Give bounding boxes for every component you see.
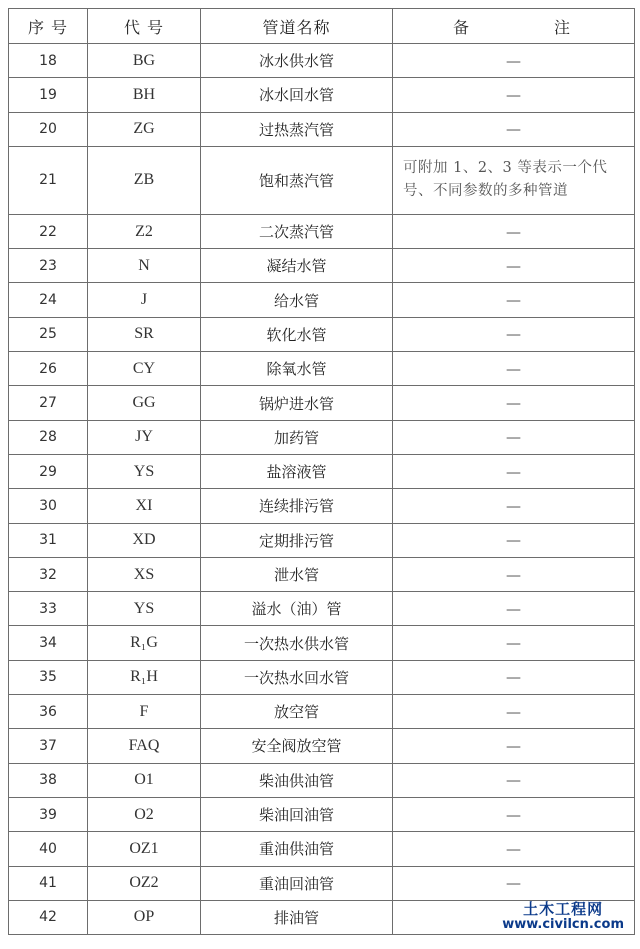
table-row xyxy=(9,763,635,797)
row-number: 20 xyxy=(9,112,88,146)
site-watermark xyxy=(502,901,624,933)
row-pipe-name: 除氧水管 xyxy=(201,352,393,386)
row-number: 36 xyxy=(9,695,88,729)
table-row xyxy=(9,557,635,591)
row-note: — xyxy=(393,249,635,283)
row-note: — xyxy=(393,763,635,797)
row-pipe-name: 安全阀放空管 xyxy=(201,729,393,763)
row-number: 27 xyxy=(9,386,88,420)
row-pipe-name: 加药管 xyxy=(201,420,393,454)
row-pipe-name: 一次热水供水管 xyxy=(201,626,393,660)
row-pipe-name: 盐溶液管 xyxy=(201,454,393,488)
watermark-url: www.civilcn.com xyxy=(502,917,624,933)
row-code: ZB xyxy=(88,146,201,214)
header-row xyxy=(9,9,635,44)
table-row xyxy=(9,626,635,660)
row-code: R₁H xyxy=(88,660,201,694)
row-number: 32 xyxy=(9,557,88,591)
table-row xyxy=(9,44,635,78)
row-number: 41 xyxy=(9,866,88,900)
row-number: 35 xyxy=(9,660,88,694)
row-code: SR xyxy=(88,317,201,351)
row-pipe-name: 凝结水管 xyxy=(201,249,393,283)
row-pipe-name: 重油供油管 xyxy=(201,832,393,866)
row-pipe-name: 过热蒸汽管 xyxy=(201,112,393,146)
header-code: 代 号 xyxy=(88,9,201,44)
row-number: 28 xyxy=(9,420,88,454)
table-row xyxy=(9,420,635,454)
row-number: 30 xyxy=(9,489,88,523)
document-page xyxy=(8,8,634,938)
watermark-title: 土木工程网 xyxy=(523,900,604,918)
header-no: 序 号 xyxy=(9,9,88,44)
table-row xyxy=(9,454,635,488)
table-row xyxy=(9,866,635,900)
row-code: YS xyxy=(88,454,201,488)
row-note: — xyxy=(393,626,635,660)
row-pipe-name: 柴油供油管 xyxy=(201,763,393,797)
row-note: — xyxy=(393,317,635,351)
row-note: — xyxy=(393,557,635,591)
row-code: XI xyxy=(88,489,201,523)
table-row xyxy=(9,832,635,866)
row-pipe-name: 二次蒸汽管 xyxy=(201,214,393,248)
table-row xyxy=(9,214,635,248)
row-pipe-name: 给水管 xyxy=(201,283,393,317)
table-row xyxy=(9,523,635,557)
table-row xyxy=(9,112,635,146)
row-note: — xyxy=(393,78,635,112)
pipe-code-table xyxy=(8,8,635,935)
row-pipe-name: 定期排污管 xyxy=(201,523,393,557)
row-note: — xyxy=(393,489,635,523)
row-note: — xyxy=(393,420,635,454)
row-note: — xyxy=(393,214,635,248)
row-number: 29 xyxy=(9,454,88,488)
row-pipe-name: 一次热水回水管 xyxy=(201,660,393,694)
row-code: BH xyxy=(88,78,201,112)
row-code: OZ1 xyxy=(88,832,201,866)
row-note: — xyxy=(393,523,635,557)
row-code: FAQ xyxy=(88,729,201,763)
row-number: 37 xyxy=(9,729,88,763)
row-pipe-name: 溢水（油）管 xyxy=(201,592,393,626)
row-number: 22 xyxy=(9,214,88,248)
row-pipe-name: 冰水回水管 xyxy=(201,78,393,112)
row-pipe-name: 饱和蒸汽管 xyxy=(201,146,393,214)
row-number: 40 xyxy=(9,832,88,866)
row-code: JY xyxy=(88,420,201,454)
row-code: CY xyxy=(88,352,201,386)
row-code: R₁G xyxy=(88,626,201,660)
table-row xyxy=(9,695,635,729)
row-note: — xyxy=(393,112,635,146)
table-row xyxy=(9,317,635,351)
row-pipe-name: 重油回油管 xyxy=(201,866,393,900)
row-code: N xyxy=(88,249,201,283)
row-note: — xyxy=(393,386,635,420)
row-pipe-name: 放空管 xyxy=(201,695,393,729)
header-note: 备 注 xyxy=(393,9,635,44)
row-note: — xyxy=(393,729,635,763)
row-pipe-name: 排油管 xyxy=(201,900,393,934)
row-number: 21 xyxy=(9,146,88,214)
table-row xyxy=(9,489,635,523)
row-note: — xyxy=(393,283,635,317)
row-number: 42 xyxy=(9,900,88,934)
row-code: ZG xyxy=(88,112,201,146)
table-row xyxy=(9,797,635,831)
row-code: Z2 xyxy=(88,214,201,248)
table-row xyxy=(9,386,635,420)
row-note: — xyxy=(393,352,635,386)
row-note: — xyxy=(393,454,635,488)
row-code: OP xyxy=(88,900,201,934)
row-note: — xyxy=(393,660,635,694)
row-code: GG xyxy=(88,386,201,420)
row-code: BG xyxy=(88,44,201,78)
table-header xyxy=(9,9,635,44)
table-body xyxy=(9,44,635,935)
row-pipe-name: 软化水管 xyxy=(201,317,393,351)
row-code: O1 xyxy=(88,763,201,797)
row-number: 26 xyxy=(9,352,88,386)
row-pipe-name: 冰水供水管 xyxy=(201,44,393,78)
row-code: XS xyxy=(88,557,201,591)
row-number: 38 xyxy=(9,763,88,797)
row-pipe-name: 连续排污管 xyxy=(201,489,393,523)
row-number: 34 xyxy=(9,626,88,660)
row-pipe-name: 柴油回油管 xyxy=(201,797,393,831)
row-code: F xyxy=(88,695,201,729)
row-code: J xyxy=(88,283,201,317)
row-note: — xyxy=(393,797,635,831)
table-row xyxy=(9,352,635,386)
table-row xyxy=(9,592,635,626)
row-note: — xyxy=(393,592,635,626)
row-number: 25 xyxy=(9,317,88,351)
row-note: — xyxy=(393,44,635,78)
table-row xyxy=(9,660,635,694)
row-code: YS xyxy=(88,592,201,626)
table-row xyxy=(9,729,635,763)
table-row xyxy=(9,146,635,214)
row-code: O2 xyxy=(88,797,201,831)
row-number: 19 xyxy=(9,78,88,112)
row-note: 可附加 1、2、3 等表示一个代号、不同参数的多种管道 xyxy=(393,146,635,214)
table-row xyxy=(9,283,635,317)
row-number: 33 xyxy=(9,592,88,626)
row-pipe-name: 锅炉进水管 xyxy=(201,386,393,420)
row-number: 23 xyxy=(9,249,88,283)
table-row xyxy=(9,249,635,283)
row-pipe-name: 泄水管 xyxy=(201,557,393,591)
header-name: 管道名称 xyxy=(201,9,393,44)
row-note: — xyxy=(393,832,635,866)
table-row xyxy=(9,78,635,112)
row-number: 31 xyxy=(9,523,88,557)
row-number: 18 xyxy=(9,44,88,78)
row-note: — xyxy=(393,866,635,900)
row-code: XD xyxy=(88,523,201,557)
row-note: — xyxy=(393,695,635,729)
row-code: OZ2 xyxy=(88,866,201,900)
row-number: 24 xyxy=(9,283,88,317)
row-number: 39 xyxy=(9,797,88,831)
